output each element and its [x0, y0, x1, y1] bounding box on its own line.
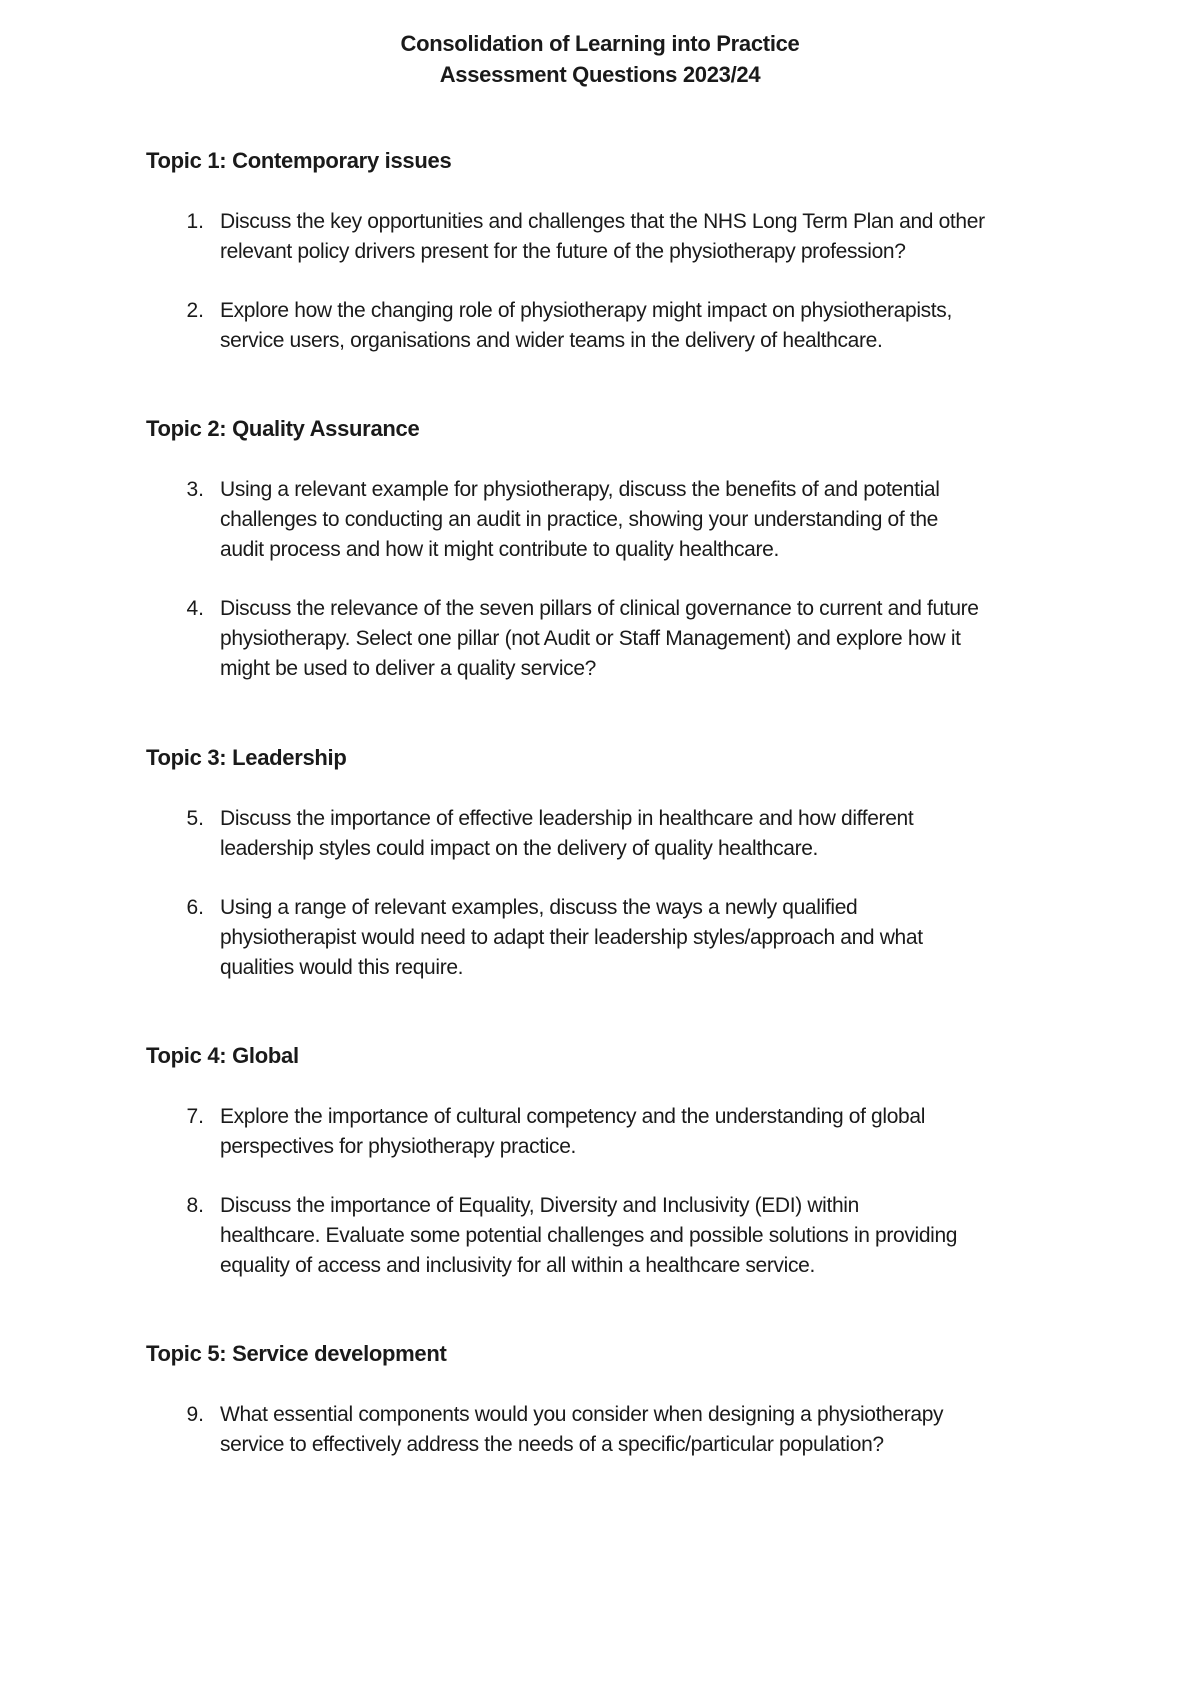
question-line: Explore how the changing role of physiotherapy might impact on physiotherapists, [220, 299, 952, 322]
document-header [0, 28, 1200, 90]
question-text [220, 594, 1100, 684]
question-line: Discuss the relevance of the seven pillars of clinical governance to current and future [220, 597, 979, 620]
question-line: Explore the importance of cultural competency and the understanding of global [220, 1105, 926, 1128]
question-number: 6. [186, 896, 204, 919]
question-number: 4. [186, 597, 204, 620]
topic-heading-3: Topic 3: Leadership [146, 745, 347, 770]
question-line: Discuss the importance of effective leadership in healthcare and how different [220, 807, 914, 830]
question-number: 1. [186, 210, 204, 233]
topic-heading-5: Topic 5: Service development [146, 1341, 447, 1366]
topic-heading-4: Topic 4: Global [146, 1043, 299, 1068]
question-text [220, 804, 1100, 864]
question-line: relevant policy drivers present for the future of the physiotherapy profession? [220, 240, 906, 263]
question-line: audit process and how it might contribute to quality healthcare. [220, 538, 779, 561]
question-line: Using a range of relevant examples, discuss the ways a newly qualified [220, 896, 858, 919]
question-line: physiotherapy. Select one pillar (not Audit or Staff Management) and explore how it [220, 627, 961, 650]
document-subtitle: Assessment Questions 2023/24 [439, 62, 761, 87]
question-line: physiotherapist would need to adapt their leadership styles/approach and what [220, 926, 923, 949]
question-text [220, 475, 1100, 565]
question-text [220, 296, 1100, 356]
question-text [220, 1191, 1100, 1281]
topic-heading-2: Topic 2: Quality Assurance [146, 416, 420, 441]
question-line: qualities would this require. [220, 956, 464, 979]
question-text [220, 893, 1100, 983]
question-line: What essential components would you consider when designing a physiotherapy [220, 1403, 944, 1426]
question-line: equality of access and inclusivity for all within a healthcare service. [220, 1254, 815, 1277]
question-number: 9. [186, 1403, 204, 1426]
question-number: 3. [186, 478, 204, 501]
question-line: service users, organisations and wider teams in the delivery of healthcare. [220, 329, 883, 352]
document-title: Consolidation of Learning into Practice [400, 31, 800, 56]
question-line: perspectives for physiotherapy practice. [220, 1135, 577, 1158]
question-line: leadership styles could impact on the delivery of quality healthcare. [220, 837, 819, 860]
question-line: Discuss the importance of Equality, Diversity and Inclusivity (EDI) within [220, 1194, 859, 1217]
question-line: healthcare. Evaluate some potential challenges and possible solutions in providing [220, 1224, 958, 1247]
question-line: Using a relevant example for physiotherapy, discuss the benefits of and potential [220, 478, 940, 501]
question-text [220, 207, 1100, 267]
question-text [220, 1102, 1100, 1162]
question-number: 8. [186, 1194, 204, 1217]
question-line: Discuss the key opportunities and challenges that the NHS Long Term Plan and other [220, 210, 985, 233]
question-text [220, 1400, 1100, 1460]
question-line: might be used to deliver a quality service? [220, 657, 596, 680]
question-number: 2. [186, 299, 204, 322]
question-line: challenges to conducting an audit in practice, showing your understanding of the [220, 508, 938, 531]
question-line: service to effectively address the needs of a specific/particular population? [220, 1433, 884, 1456]
question-number: 5. [186, 807, 204, 830]
question-number: 7. [186, 1105, 204, 1128]
topic-heading-1: Topic 1: Contemporary issues [146, 148, 452, 173]
